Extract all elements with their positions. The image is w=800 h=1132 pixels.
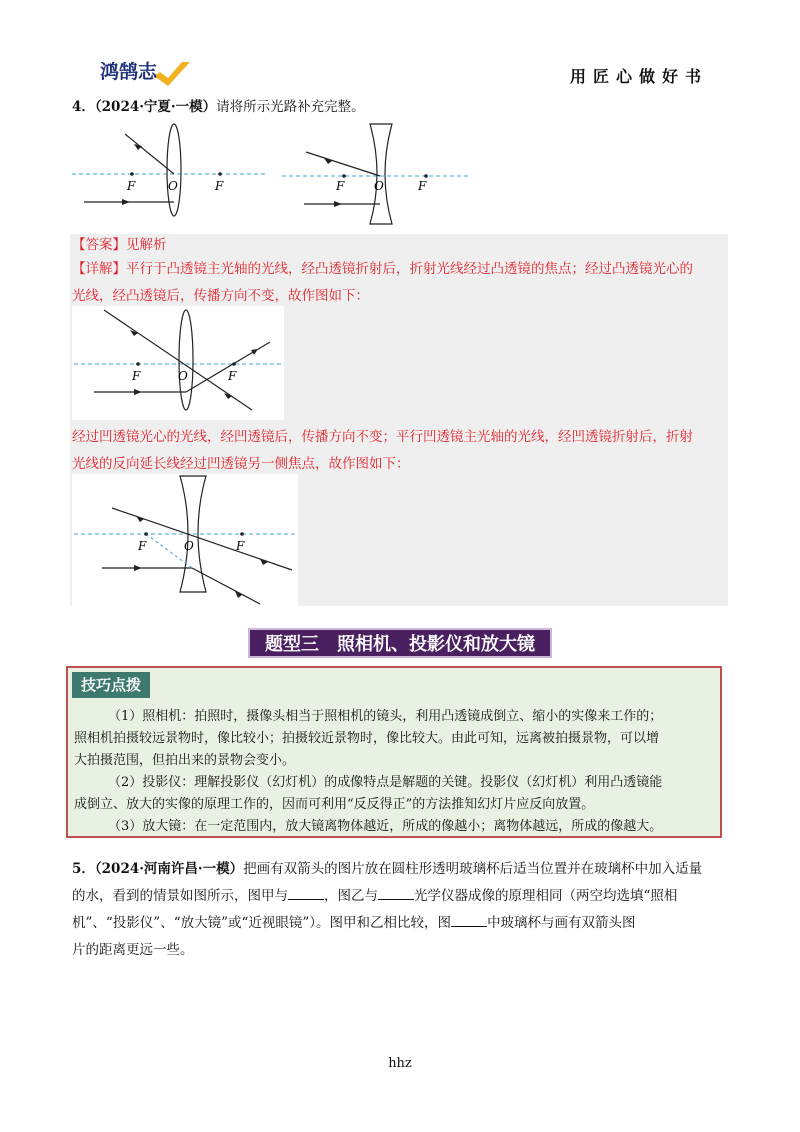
question-text: 机”、“投影仪”、“放大镜”或“近视眼镜”）。图甲和乙相比较，图 bbox=[72, 915, 452, 931]
answer-detail bbox=[72, 256, 732, 310]
q4-concave-lens-diagram bbox=[280, 122, 480, 228]
arrow-icon bbox=[334, 201, 342, 207]
focus-label: F bbox=[132, 369, 141, 383]
question-text: 请将所示光路补充完整。 bbox=[216, 99, 365, 115]
tips-line: （2）投影仪：理解投影仪（幻灯机）的成像特点是解题的关键。投影仪（幻灯机）利用凸透镜能 bbox=[108, 775, 663, 790]
question-number: 5． bbox=[72, 861, 95, 877]
answer-convex-diagram bbox=[72, 306, 284, 420]
refracted-ray bbox=[192, 568, 260, 604]
tips-title: 技巧点拨 bbox=[72, 672, 150, 698]
question-source: （2024·宁夏·一模） bbox=[94, 99, 217, 115]
section-title: 题型三 照相机、投影仪和放大镜 bbox=[248, 628, 552, 658]
question-text: 的水，看到的情景如图所示，图甲与 bbox=[72, 888, 288, 904]
answer-value: 见解析 bbox=[126, 237, 167, 253]
focus-point-right bbox=[424, 174, 428, 178]
focus-point-left bbox=[130, 172, 134, 176]
question-text: ，图乙与 bbox=[324, 888, 378, 904]
tips-line: 照相机拍摄较远景物时，像比较小；拍摄较近景物时，像比较大。由此可知，远离被拍摄景物，可以增 bbox=[74, 731, 660, 746]
focus-label: F bbox=[336, 179, 345, 193]
focus-label: F bbox=[236, 539, 245, 553]
answer-concave-diagram bbox=[72, 474, 298, 606]
focus-point-right bbox=[232, 362, 236, 366]
question-5 bbox=[72, 856, 732, 964]
publisher-logo bbox=[98, 56, 194, 88]
incident-ray-center bbox=[125, 134, 174, 174]
focus-point-right bbox=[218, 172, 222, 176]
detail-label: 【详解】 bbox=[72, 261, 126, 277]
focus-label: F bbox=[138, 539, 147, 553]
focus-point-left bbox=[136, 362, 140, 366]
focus-label: F bbox=[127, 179, 136, 193]
arrow-icon bbox=[122, 199, 130, 205]
detail-text: 光线的反向延长线经过凹透镜另一侧焦点，故作图如下： bbox=[72, 456, 410, 472]
focus-point-left bbox=[144, 532, 148, 536]
focus-point-right bbox=[240, 532, 244, 536]
focus-label: F bbox=[418, 179, 427, 193]
answer-line bbox=[72, 232, 167, 259]
logo-text: 鸿鹄志 bbox=[100, 61, 158, 83]
answer-label: 【答案】 bbox=[72, 237, 126, 253]
focus-label: F bbox=[215, 179, 224, 193]
question-number: 4． bbox=[72, 99, 95, 115]
center-label: O bbox=[374, 179, 384, 193]
ray-through-center bbox=[104, 310, 252, 410]
question-text: 片的距离更远一些。 bbox=[72, 942, 194, 958]
answer-concave-text bbox=[72, 424, 732, 478]
focus-point-left bbox=[342, 174, 346, 178]
center-label: O bbox=[184, 539, 194, 553]
question-text: 光学仪器成像的原理相同（两空均选填“照相 bbox=[414, 888, 678, 904]
tips-line: 成倒立、放大的实像的原理工作的，因而可利用“反反得正”的方法推知幻灯片应反向放置。 bbox=[74, 797, 595, 812]
incident-ray-center bbox=[306, 152, 380, 176]
arrow-icon bbox=[134, 389, 142, 395]
detail-text: 光线，经凸透镜后，传播方向不变，故作图如下： bbox=[72, 288, 369, 304]
q4-convex-lens-diagram bbox=[70, 118, 270, 222]
detail-text: 经过凹透镜光心的光线，经凹透镜后，传播方向不变；平行凹透镜主光轴的光线，经凹透镜折射后，折射 bbox=[72, 429, 693, 445]
center-label: O bbox=[178, 369, 188, 383]
page-footer: hhz bbox=[388, 1056, 412, 1071]
arrow-icon bbox=[136, 516, 144, 522]
tips-content bbox=[74, 706, 714, 838]
tips-line: （3）放大镜：在一定范围内，放大镜离物体越近，所成的像越小；离物体越远，所成的像越大。 bbox=[108, 819, 663, 834]
arrow-icon bbox=[134, 565, 142, 571]
blank-2[interactable] bbox=[378, 899, 414, 900]
question-4 bbox=[72, 94, 365, 121]
center-label: O bbox=[168, 179, 178, 193]
tips-line: （1）照相机：拍照时，摄像头相当于照相机的镜头，利用凸透镜成倒立、缩小的实像来工作的； bbox=[108, 709, 663, 724]
blank-1[interactable] bbox=[288, 899, 324, 900]
tips-line: 大拍摄范围，但拍出来的景物会变小。 bbox=[74, 753, 296, 768]
blank-3[interactable] bbox=[451, 926, 487, 927]
question-text: 中玻璃杯与画有双箭头图 bbox=[487, 915, 636, 931]
focus-label: F bbox=[228, 369, 237, 383]
detail-text: 平行于凸透镜主光轴的光线，经凸透镜折射后，折射光线经过凸透镜的焦点；经过凸透镜光心的 bbox=[126, 261, 693, 277]
header-motto: 用匠心做好书 bbox=[569, 67, 708, 86]
question-source: （2024·河南许昌·一模） bbox=[94, 861, 244, 877]
question-text: 把画有双箭头的图片放在圆柱形透明玻璃杯后适当位置并在玻璃杯中加入适量 bbox=[243, 861, 703, 877]
convex-lens bbox=[179, 310, 193, 410]
